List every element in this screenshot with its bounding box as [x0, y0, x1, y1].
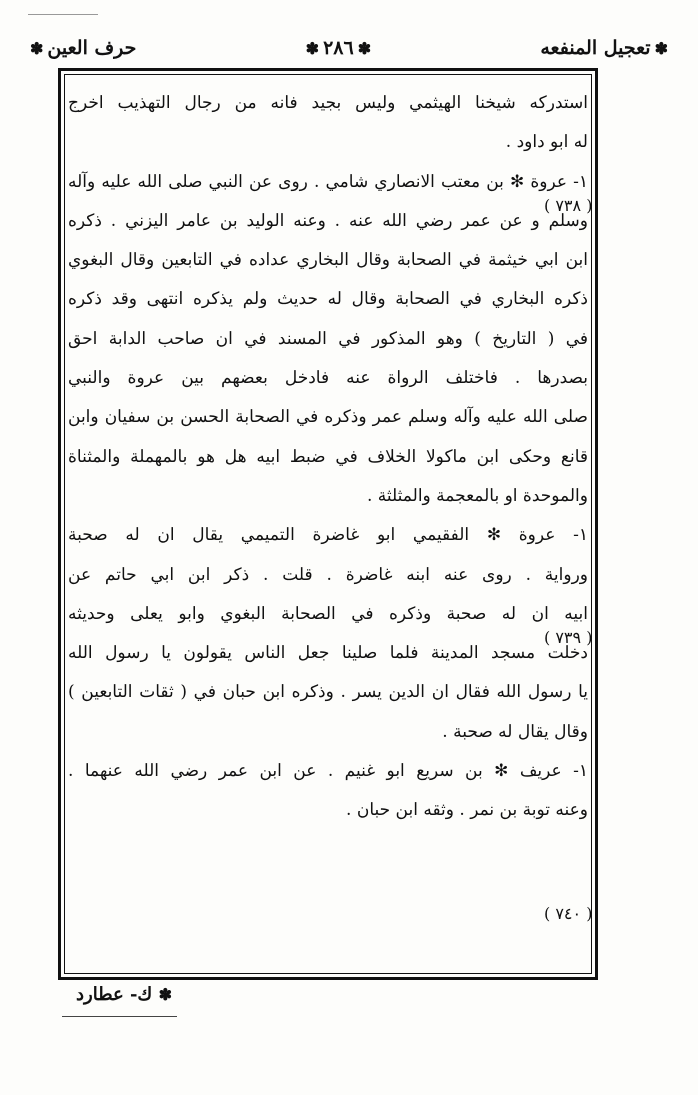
text-line: صلى الله عليه وآله وسلم عمر وذكره في الصحابة الحسن بن سفيان وابن	[68, 407, 588, 428]
text-line: ١- عروة ✻ الفقيمي ابو غاضرة التميمي يقال ان له صحبة	[68, 525, 588, 546]
entry-number-739: ( ٧٣٩ )	[544, 628, 593, 647]
flower-ornament-icon: ✽	[305, 38, 320, 58]
text-line: يا رسول الله فقال ان الدين يسر . وذكره ابن حبان في ( ثقات التابعين )	[68, 682, 588, 703]
header-right-text: حرف العين	[47, 37, 137, 59]
text-line: وعنه توبة بن نمر . وثقه ابن حبان .	[346, 800, 588, 821]
flower-ornament-icon: ✽	[30, 38, 44, 58]
header-left-text: تعجيل المنفعه	[540, 37, 651, 59]
entry-738	[68, 163, 588, 517]
text-line: في ( التاريخ ) وهو المذكور في المسند في ان صاحب الدابة احق	[68, 328, 588, 349]
page-number: ٢٨٦	[323, 37, 354, 59]
catchword	[76, 984, 172, 1005]
text-line: له ابو داود .	[505, 132, 588, 153]
flower-ornament-icon: ✽	[357, 38, 372, 58]
text-line: ابن ابي خيثمة في الصحابة وقال البخاري عداده في التابعين وقال البغوي	[68, 250, 588, 271]
flower-ornament-icon: ✽	[654, 38, 668, 58]
text-line: وقال يقال له صحبة .	[442, 721, 588, 742]
text-line: دخلت مسجد المدينة فلما صلينا جعل الناس يقولون يا رسول الله	[68, 643, 588, 664]
text-line: بصدرها . فاختلف الرواة عنه فادخل بعضهم بين عروة والنبي	[68, 368, 588, 389]
text-line: وسلم و عن عمر رضي الله عنه . وعنه الوليد بن عامر اليزني . ذكره	[68, 210, 588, 231]
header-title-left	[540, 37, 668, 59]
header-page-number	[306, 37, 371, 59]
text-line: والموحدة او بالمعجمة والمثلثة .	[367, 485, 588, 506]
entry-739	[68, 516, 588, 752]
flower-ornament-icon: ✽	[158, 985, 172, 1004]
text-line: ورواية . روى عنه ابنه غاضرة . قلت . ذكر ابن ابي حاتم عن	[68, 564, 588, 585]
text-line: قانع وحكى ابن ماكولا الخلاف في ضبط ابيه هل هو بالمهملة والمثناة	[68, 446, 588, 467]
header-title-right	[30, 37, 136, 59]
footer-rule	[62, 1016, 177, 1017]
entry-number-738: ( ٧٣٨ )	[544, 196, 593, 215]
entry-740	[68, 752, 588, 831]
text-line: ابيه ان له صحبة وذكره في الصحابة البغوي وابو يعلى وحديثه	[68, 603, 588, 624]
text-line: ١- عروة ✻ بن معتب الانصاري شامي . روى عن النبي صلى الله عليه وآله	[68, 171, 588, 192]
top-rule	[28, 14, 98, 15]
entry-continuation	[68, 84, 588, 163]
entry-number-740: ( ٧٤٠ )	[544, 904, 593, 923]
page-body	[68, 84, 588, 831]
text-line: استدركه شيخنا الهيثمي وليس بجيد فانه من رجال التهذيب اخرج	[68, 93, 588, 113]
running-header	[30, 30, 668, 66]
text-line: ١- عريف ✻ بن سريع ابو غنيم . عن ابن عمر رضي الله عنهما .	[68, 761, 588, 782]
text-line: ذكره البخاري في الصحابة وقال له حديث ولم يذكره انتهى وقد ذكره	[68, 289, 588, 310]
catchword-text: ك- عطارد	[76, 984, 153, 1005]
